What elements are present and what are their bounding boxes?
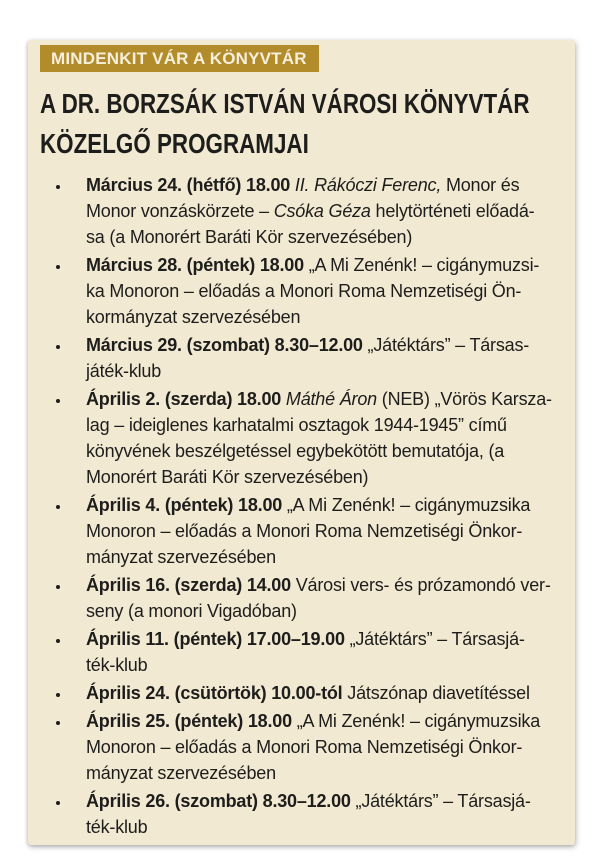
bullet-icon bbox=[56, 505, 60, 509]
event-text-segment: lag – ideiglenes karhatalmi osztagok 1944-1945” című bbox=[86, 415, 507, 435]
event-text-segment: „A Mi Zenénk! – cigánymuzsika bbox=[286, 495, 531, 515]
event-text-segment: Április 2. (szerda) 18.00 bbox=[86, 389, 286, 409]
event-text-segment: Monor és bbox=[441, 175, 520, 195]
event-text-segment: Március 28. (péntek) 18.00 bbox=[86, 255, 309, 275]
event-text-segment: Városi vers- és prózamondó ver- bbox=[295, 575, 551, 595]
event-text-segment: Csóka Géza bbox=[273, 201, 371, 221]
event-text-segment: sa (a Monorért Baráti Kör szervezésében) bbox=[86, 227, 413, 247]
event-item bbox=[40, 252, 553, 330]
event-text-segment: Április 26. (szombat) 8.30–12.00 bbox=[86, 791, 356, 811]
bullet-icon bbox=[56, 721, 60, 725]
event-text-segment: mányzat szervezésében bbox=[86, 763, 276, 783]
event-text-segment: „Játéktárs” – Társas- bbox=[367, 335, 530, 355]
event-item bbox=[40, 492, 553, 570]
event-item bbox=[40, 788, 553, 840]
event-text-line bbox=[86, 172, 553, 198]
bullet-icon bbox=[56, 801, 60, 805]
bullet-icon bbox=[56, 585, 60, 589]
bullet-icon bbox=[56, 185, 60, 189]
event-item bbox=[40, 708, 553, 786]
event-text-line bbox=[86, 708, 553, 734]
event-text-segment: helytörténeti előadá- bbox=[370, 201, 535, 221]
event-text-line bbox=[86, 572, 553, 598]
event-text-line bbox=[86, 652, 553, 678]
event-text-line bbox=[86, 304, 553, 330]
library-program-card bbox=[28, 40, 575, 845]
event-text-line bbox=[86, 814, 553, 840]
event-text-segment: Március 29. (szombat) 8.30–12.00 bbox=[86, 335, 368, 355]
event-item bbox=[40, 626, 553, 678]
bullet-icon bbox=[56, 265, 60, 269]
event-item bbox=[40, 332, 553, 384]
event-text-segment: „Játéktárs” – Társasjá- bbox=[349, 629, 525, 649]
bullet-icon bbox=[56, 399, 60, 403]
event-text-segment: II. Rákóczi Ferenc, bbox=[294, 175, 442, 195]
event-text-line bbox=[86, 412, 553, 438]
event-text-line bbox=[86, 252, 553, 278]
event-text-segment: Máthé Áron bbox=[285, 389, 377, 409]
badge bbox=[40, 45, 319, 72]
events-list bbox=[40, 172, 553, 840]
event-text-line bbox=[86, 544, 553, 570]
bullet-icon bbox=[56, 639, 60, 643]
badge-label: MINDENKIT VÁR A KÖNYVTÁR bbox=[51, 49, 307, 68]
event-item bbox=[40, 572, 553, 624]
event-text-line bbox=[86, 680, 553, 706]
event-text-segment: Április 24. (csütörtök) 10.00-tól bbox=[86, 683, 348, 703]
event-text-line bbox=[86, 760, 553, 786]
event-text-segment: Monorért Baráti Kör szervezésében) bbox=[86, 467, 369, 487]
event-text-line bbox=[86, 438, 553, 464]
bullet-icon bbox=[56, 693, 60, 697]
event-text-segment: játék-klub bbox=[86, 361, 162, 381]
title-line-2: KÖZELGŐ PROGRAMJAI bbox=[40, 128, 309, 159]
event-item bbox=[40, 172, 553, 250]
event-text-line bbox=[86, 734, 553, 760]
event-text-segment: „Játéktárs” – Társasjá- bbox=[355, 791, 531, 811]
event-text-line bbox=[86, 386, 553, 412]
event-text-segment: mányzat szervezésében bbox=[86, 547, 276, 567]
event-text-line bbox=[86, 358, 553, 384]
event-text-segment: Monoron – előadás a Monori Roma Nemzetiségi Önkor- bbox=[86, 521, 523, 541]
event-text-line bbox=[86, 788, 553, 814]
event-text-segment: „A Mi Zenénk! – cigánymuzsika bbox=[296, 711, 541, 731]
event-item bbox=[40, 680, 553, 706]
event-text-line bbox=[86, 224, 553, 250]
event-text-line bbox=[86, 492, 553, 518]
event-text-line bbox=[86, 464, 553, 490]
event-text-segment: kormányzat szervezésében bbox=[86, 307, 301, 327]
title-line-1: A DR. BORZSÁK ISTVÁN VÁROSI KÖNYVTÁR bbox=[40, 88, 530, 119]
page-title bbox=[40, 84, 530, 164]
event-text-segment: Monor vonzáskörzete – bbox=[86, 201, 274, 221]
event-text-segment: Monoron – előadás a Monori Roma Nemzetiségi Önkor- bbox=[86, 737, 523, 757]
event-text-segment: Március 24. (hétfő) 18.00 bbox=[86, 175, 295, 195]
event-text-segment: könyvének beszélgetéssel egybekötött bemutatója, (a bbox=[86, 441, 505, 461]
event-text-segment: Április 25. (péntek) 18.00 bbox=[86, 711, 297, 731]
event-text-segment: „A Mi Zenénk! – cigánymuzsi- bbox=[308, 255, 540, 275]
event-text-segment: (NEB) „Vörös Karsza- bbox=[376, 389, 552, 409]
event-text-segment: Április 16. (szerda) 14.00 bbox=[86, 575, 296, 595]
event-text-segment: Április 4. (péntek) 18.00 bbox=[86, 495, 287, 515]
event-text-segment: ka Monoron – előadás a Monori Roma Nemzetiségi Ön- bbox=[86, 281, 522, 301]
bullet-icon bbox=[56, 345, 60, 349]
event-text-segment: ték-klub bbox=[86, 655, 148, 675]
event-text-segment: Játszónap diavetítéssel bbox=[347, 683, 530, 703]
event-text-line bbox=[86, 626, 553, 652]
event-text-segment: ték-klub bbox=[86, 817, 148, 837]
event-text-line bbox=[86, 198, 553, 224]
event-text-line bbox=[86, 598, 553, 624]
event-text-segment: seny (a monori Vigadóban) bbox=[86, 601, 297, 621]
event-text-line bbox=[86, 278, 553, 304]
event-text-segment: Április 11. (péntek) 17.00–19.00 bbox=[86, 629, 350, 649]
event-item bbox=[40, 386, 553, 490]
event-text-line bbox=[86, 332, 553, 358]
event-text-line bbox=[86, 518, 553, 544]
